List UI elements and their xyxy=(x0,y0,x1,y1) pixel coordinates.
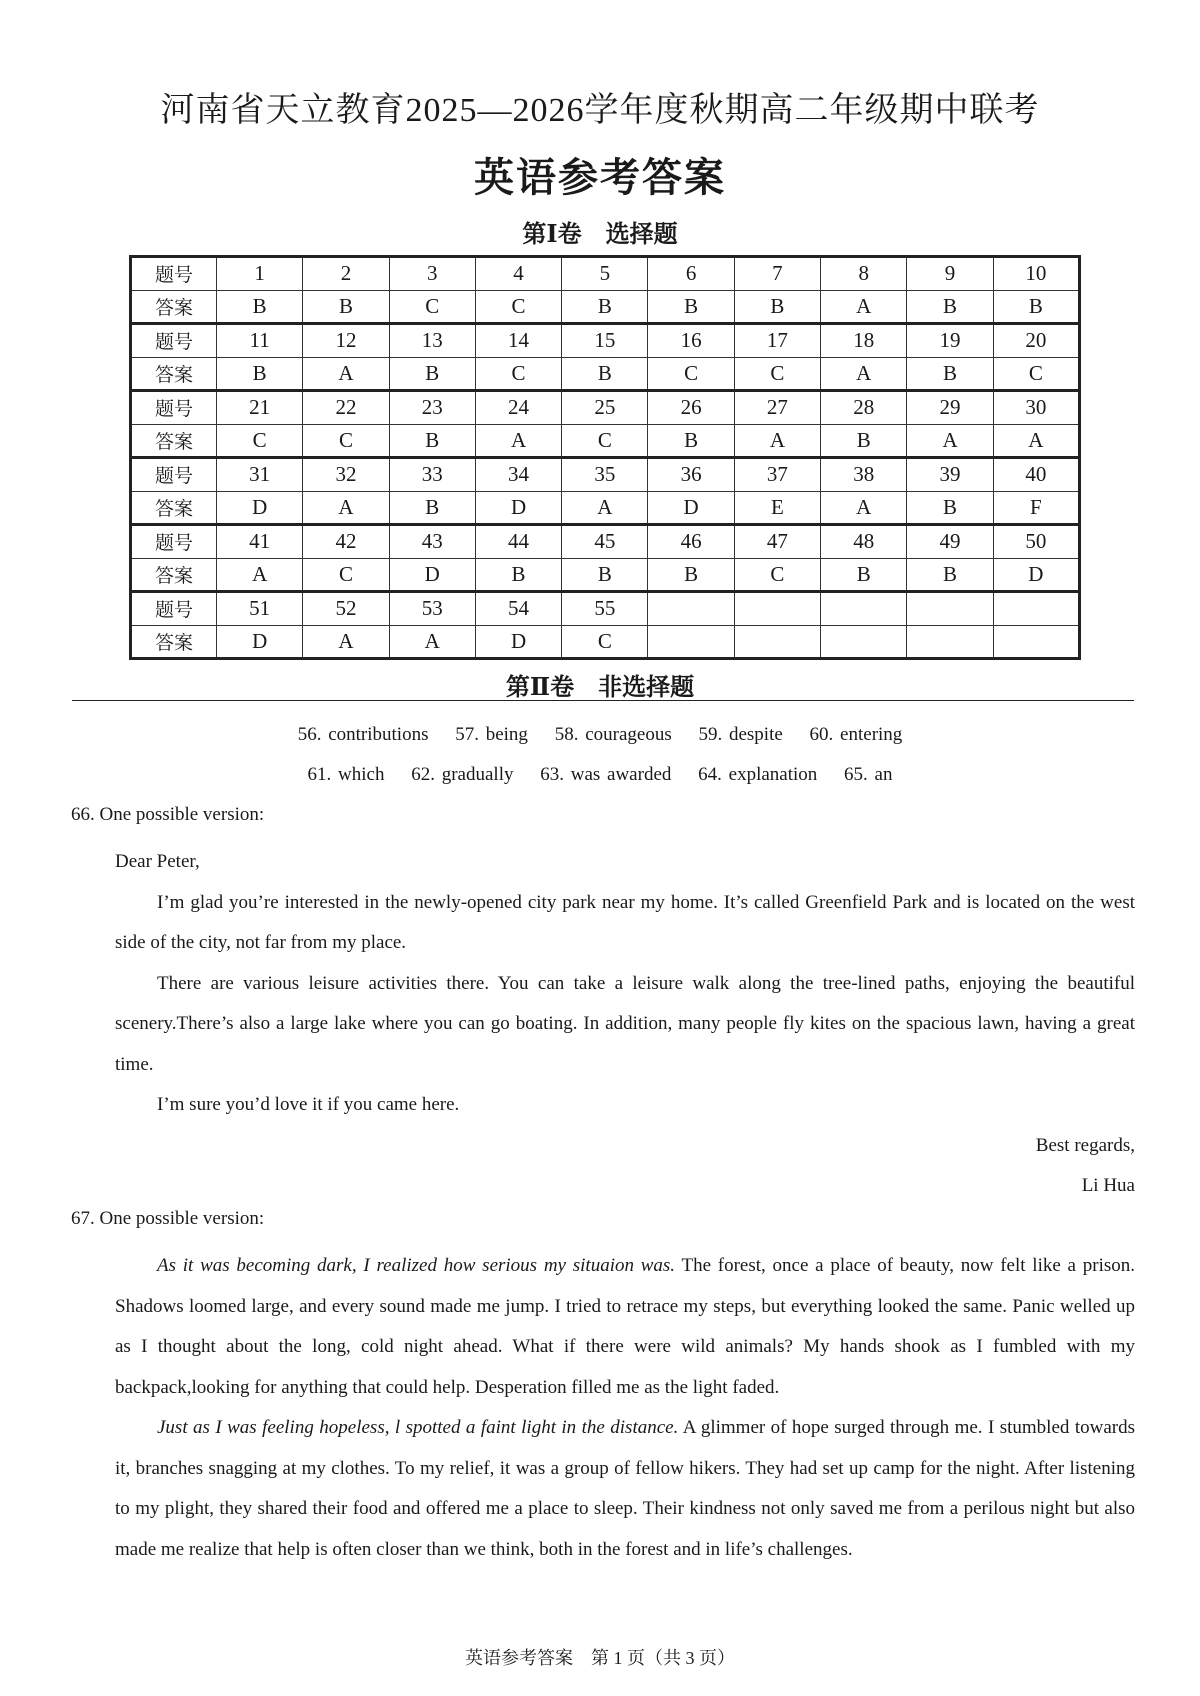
answer-cell: D xyxy=(648,491,734,525)
answer-cell: C xyxy=(475,357,561,391)
question-number-cell: 28 xyxy=(821,391,907,425)
question-number-cell: 27 xyxy=(734,391,820,425)
letter-paragraph-2: There are various leisure activities there. You can take a leisure walk along the tree-lined paths, enjoying the beautiful scenery.There’s also a large lake where you can go boating. In addition, many people fly kites on the spacious lawn, having a great time. xyxy=(115,972,1135,1075)
fill-answer: 64. explanation xyxy=(698,764,818,785)
question-number-cell: 45 xyxy=(562,525,648,559)
answer-cell: A xyxy=(303,357,389,391)
section-1-name: 选择题 xyxy=(605,222,678,248)
answer-cell: B xyxy=(907,290,993,324)
question-number-cell: 3 xyxy=(389,257,475,291)
question-number-cell: 16 xyxy=(648,324,734,358)
answer-cell: C xyxy=(303,558,389,592)
answer-cell: B xyxy=(821,558,907,592)
question-number-cell: 52 xyxy=(303,592,389,626)
question-number-cell: 26 xyxy=(648,391,734,425)
answer-cell: B xyxy=(648,558,734,592)
answer-cell: C xyxy=(475,290,561,324)
answer-cell: B xyxy=(217,357,303,391)
answer-cell: A xyxy=(907,424,993,458)
question-number-cell xyxy=(648,592,734,626)
answer-cell: A xyxy=(821,491,907,525)
question-number-cell: 5 xyxy=(562,257,648,291)
answer-cell: D xyxy=(217,491,303,525)
question-number-cell: 51 xyxy=(217,592,303,626)
answer-cell: C xyxy=(648,357,734,391)
answer-cell: A xyxy=(993,424,1079,458)
question-label-cell: 题号 xyxy=(131,458,217,492)
answer-cell: B xyxy=(475,558,561,592)
answer-cell: B xyxy=(734,290,820,324)
question-number-row xyxy=(131,525,1080,559)
question-number-cell: 50 xyxy=(993,525,1079,559)
fill-answers-line-1 xyxy=(0,724,1200,746)
answer-cell: C xyxy=(734,558,820,592)
question-number-cell: 48 xyxy=(821,525,907,559)
question-number-cell: 55 xyxy=(562,592,648,626)
answer-row xyxy=(131,424,1080,458)
answer-label-cell: 答案 xyxy=(131,558,217,592)
answer-cell: B xyxy=(993,290,1079,324)
answer-cell: A xyxy=(821,290,907,324)
question-number-cell: 4 xyxy=(475,257,561,291)
answer-cell: B xyxy=(389,357,475,391)
story-paragraph-2-lead: Just as I was feeling hopeless, l spotted a faint light in the distance. xyxy=(157,1417,679,1438)
fill-answer: 59. despite xyxy=(698,724,783,745)
question-number-cell: 17 xyxy=(734,324,820,358)
answer-cell: B xyxy=(648,424,734,458)
question-number-cell: 13 xyxy=(389,324,475,358)
q67-label: 67. One possible version: xyxy=(71,1208,265,1229)
letter-closing: Best regards, xyxy=(1035,1134,1135,1156)
answer-cell: C xyxy=(303,424,389,458)
story-paragraph-1-body: The forest, once a place of beauty, now felt like a prison. Shadows loomed large, and every sound made me jump. I tried to retrace my steps, but everything looked the same. Panic welled up as I thought about the long, cold night ahead. What if there were wild animals? My hands shook as I fumbled with my backpack,looking for anything that could help. Desperation filled me as the light faded. xyxy=(115,1255,1135,1398)
section-2-heading xyxy=(0,667,1200,702)
fill-answer: 62. gradually xyxy=(411,764,514,785)
section-2-name: 非选择题 xyxy=(598,675,695,701)
section-1-heading xyxy=(0,214,1200,249)
fill-answer: 56. contributions xyxy=(297,724,429,745)
question-label-cell: 题号 xyxy=(131,257,217,291)
answer-cell: B xyxy=(389,491,475,525)
answer-cell: A xyxy=(303,625,389,659)
question-number-cell: 14 xyxy=(475,324,561,358)
question-number-cell: 31 xyxy=(217,458,303,492)
page-footer: 英语参考答案 第 1 页（共 3 页） xyxy=(465,1648,735,1668)
fill-answer: 65. an xyxy=(844,764,893,785)
question-number-cell: 1 xyxy=(217,257,303,291)
answer-cell: D xyxy=(475,625,561,659)
q66-letter xyxy=(115,842,1135,1207)
answer-row xyxy=(131,558,1080,592)
question-number-cell: 23 xyxy=(389,391,475,425)
answer-cell: B xyxy=(562,357,648,391)
question-number-cell: 42 xyxy=(303,525,389,559)
answer-cell: D xyxy=(993,558,1079,592)
question-number-cell: 25 xyxy=(562,391,648,425)
question-number-cell: 2 xyxy=(303,257,389,291)
answer-key-title: 英语参考答案 xyxy=(474,155,726,200)
exam-title: 河南省天立教育2025—2026学年度秋期高二年级期中联考 xyxy=(160,92,1040,129)
answer-cell: F xyxy=(993,491,1079,525)
story-paragraph-2-body: A glimmer of hope surged through me. I stumbled towards it, branches snagging at my clothes. To my relief, it was a group of fellow hikers. They had set up camp for the night. After listening to my plight, they shared their food and offered me a place to sleep. Their kindness not only saved me from a perilous night but also made me realize that help is often closer than we think, both in the forest and in life’s challenges. xyxy=(115,1417,1135,1560)
question-number-cell: 19 xyxy=(907,324,993,358)
fill-answer: 63. was awarded xyxy=(540,764,672,785)
fill-answer: 58. courageous xyxy=(554,724,672,745)
answer-label-cell: 答案 xyxy=(131,357,217,391)
divider-line xyxy=(72,700,1134,701)
answer-cell xyxy=(734,625,820,659)
question-number-cell: 30 xyxy=(993,391,1079,425)
question-number-row xyxy=(131,592,1080,626)
fill-answer: 60. entering xyxy=(809,724,903,745)
question-number-row xyxy=(131,391,1080,425)
question-number-cell: 53 xyxy=(389,592,475,626)
question-number-cell: 11 xyxy=(217,324,303,358)
question-number-cell: 20 xyxy=(993,324,1079,358)
question-number-cell: 39 xyxy=(907,458,993,492)
question-number-cell: 29 xyxy=(907,391,993,425)
answer-label-cell: 答案 xyxy=(131,290,217,324)
answer-cell: A xyxy=(303,491,389,525)
q66-label: 66. One possible version: xyxy=(71,804,265,825)
question-number-cell: 43 xyxy=(389,525,475,559)
q67-story xyxy=(115,1246,1135,1570)
question-number-cell xyxy=(907,592,993,626)
answer-table xyxy=(129,255,1081,660)
question-number-cell: 10 xyxy=(993,257,1079,291)
answer-cell: B xyxy=(907,491,993,525)
answer-label-cell: 答案 xyxy=(131,625,217,659)
answer-cell: D xyxy=(389,558,475,592)
answer-cell: B xyxy=(303,290,389,324)
question-number-cell: 21 xyxy=(217,391,303,425)
fill-answer: 61. which xyxy=(307,764,385,785)
question-number-cell xyxy=(821,592,907,626)
answer-row xyxy=(131,357,1080,391)
answer-cell: C xyxy=(562,625,648,659)
answer-cell: B xyxy=(907,357,993,391)
question-number-cell: 9 xyxy=(907,257,993,291)
story-paragraph-1-lead: As it was becoming dark, I realized how serious my situaion was. xyxy=(157,1255,676,1276)
question-number-cell: 24 xyxy=(475,391,561,425)
question-number-cell: 15 xyxy=(562,324,648,358)
question-number-cell: 6 xyxy=(648,257,734,291)
question-number-cell: 34 xyxy=(475,458,561,492)
story-paragraph-1 xyxy=(115,1246,1135,1408)
question-label-cell: 题号 xyxy=(131,592,217,626)
answer-cell: B xyxy=(821,424,907,458)
story-paragraph-2 xyxy=(115,1408,1135,1570)
answer-cell: C xyxy=(993,357,1079,391)
answer-cell: B xyxy=(217,290,303,324)
answer-cell: A xyxy=(217,558,303,592)
question-number-cell xyxy=(734,592,820,626)
answer-cell: B xyxy=(907,558,993,592)
answer-row xyxy=(131,625,1080,659)
question-number-row xyxy=(131,324,1080,358)
question-number-cell: 32 xyxy=(303,458,389,492)
answer-cell: A xyxy=(389,625,475,659)
question-number-row xyxy=(131,458,1080,492)
section-2-part: 第Ⅱ卷 xyxy=(505,675,575,701)
answer-cell xyxy=(907,625,993,659)
answer-cell: D xyxy=(217,625,303,659)
answer-row xyxy=(131,290,1080,324)
answer-cell: B xyxy=(562,290,648,324)
question-number-cell: 8 xyxy=(821,257,907,291)
answer-cell: C xyxy=(734,357,820,391)
question-number-cell: 37 xyxy=(734,458,820,492)
question-number-cell: 7 xyxy=(734,257,820,291)
answer-cell: B xyxy=(562,558,648,592)
answer-cell: D xyxy=(475,491,561,525)
answer-cell: A xyxy=(821,357,907,391)
answer-label-cell: 答案 xyxy=(131,491,217,525)
question-label-cell: 题号 xyxy=(131,324,217,358)
question-number-cell: 40 xyxy=(993,458,1079,492)
letter-signature: Li Hua xyxy=(1081,1175,1135,1196)
question-number-cell: 44 xyxy=(475,525,561,559)
question-number-cell: 36 xyxy=(648,458,734,492)
answer-cell: C xyxy=(389,290,475,324)
answer-cell: B xyxy=(648,290,734,324)
answer-label-cell: 答案 xyxy=(131,424,217,458)
answer-cell xyxy=(648,625,734,659)
letter-greeting: Dear Peter, xyxy=(115,851,200,872)
question-number-cell: 47 xyxy=(734,525,820,559)
question-label-cell: 题号 xyxy=(131,525,217,559)
answer-cell xyxy=(821,625,907,659)
answer-cell: C xyxy=(562,424,648,458)
question-number-cell: 18 xyxy=(821,324,907,358)
answer-cell: E xyxy=(734,491,820,525)
question-label-cell: 题号 xyxy=(131,391,217,425)
question-number-cell: 41 xyxy=(217,525,303,559)
answer-cell: A xyxy=(734,424,820,458)
question-number-cell: 49 xyxy=(907,525,993,559)
answer-cell: B xyxy=(389,424,475,458)
question-number-cell: 33 xyxy=(389,458,475,492)
answer-row xyxy=(131,491,1080,525)
letter-paragraph-1: I’m glad you’re interested in the newly-opened city park near my home. It’s called Greenfield Park and is located on the west side of the city, not far from my place. xyxy=(115,891,1135,953)
answer-cell: A xyxy=(475,424,561,458)
fill-answer: 57. being xyxy=(455,724,528,745)
question-number-row xyxy=(131,257,1080,291)
question-number-cell: 22 xyxy=(303,391,389,425)
answer-cell: A xyxy=(562,491,648,525)
question-number-cell: 54 xyxy=(475,592,561,626)
question-number-cell: 46 xyxy=(648,525,734,559)
answer-cell: C xyxy=(217,424,303,458)
section-1-part: 第Ⅰ卷 xyxy=(522,222,582,248)
question-number-cell: 35 xyxy=(562,458,648,492)
letter-paragraph-3: I’m sure you’d love it if you came here. xyxy=(157,1094,460,1115)
question-number-cell: 38 xyxy=(821,458,907,492)
question-number-cell xyxy=(993,592,1079,626)
question-number-cell: 12 xyxy=(303,324,389,358)
fill-answers-line-2 xyxy=(0,764,1200,786)
answer-cell xyxy=(993,625,1079,659)
